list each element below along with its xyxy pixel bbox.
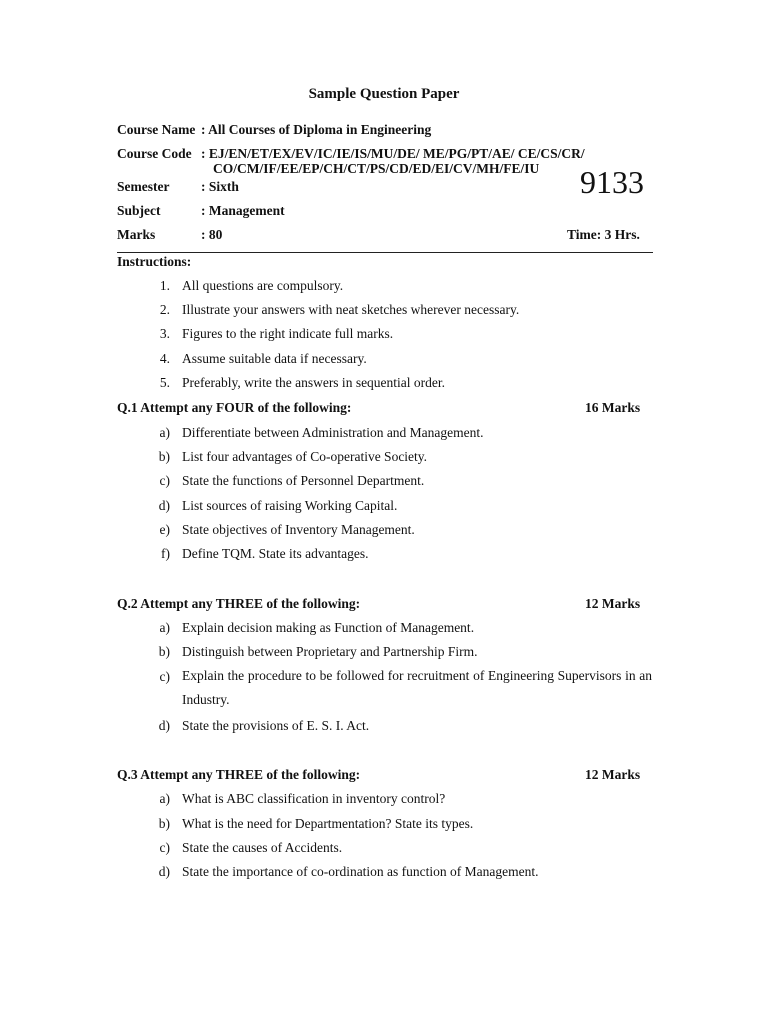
item-text: State the provisions of E. S. I. Act.	[182, 718, 370, 733]
subject-label: Subject	[117, 203, 161, 218]
item-text: All questions are compulsory.	[182, 278, 344, 293]
item-text: State the causes of Accidents.	[182, 840, 343, 855]
item-number: 1.	[159, 278, 170, 293]
semester-value: : Sixth	[201, 179, 239, 194]
course-name-label: Course Name	[117, 122, 196, 137]
question-marks: 16 Marks	[585, 400, 641, 415]
paper-code-number: 9133	[580, 164, 644, 200]
question-marks: 12 Marks	[585, 596, 641, 611]
time-allowed: Time: 3 Hrs.	[567, 227, 640, 242]
course-code-line2: CO/CM/IF/EE/EP/CH/CT/PS/CD/ED/EI/CV/MH/FE/IU	[213, 161, 540, 176]
item-text: Assume suitable data if necessary.	[182, 351, 367, 366]
item-text: Distinguish between Proprietary and Partnership Firm.	[182, 644, 478, 659]
item-text: Illustrate your answers with neat sketches wherever necessary.	[182, 302, 520, 317]
item-letter: e)	[159, 522, 170, 537]
item-letter: a)	[159, 620, 170, 635]
course-code-label: Course Code	[117, 146, 192, 161]
item-letter: b)	[158, 644, 170, 659]
item-text: Define TQM. State its advantages.	[182, 546, 369, 561]
item-number: 4.	[159, 351, 170, 366]
course-name-value: : All Courses of Diploma in Engineering	[201, 122, 432, 137]
marks-label: Marks	[117, 227, 156, 242]
subject-value: : Management	[201, 203, 285, 218]
item-text: State objectives of Inventory Management.	[182, 522, 415, 537]
item-text: List four advantages of Co-operative Society.	[182, 449, 428, 464]
item-text: List sources of raising Working Capital.	[182, 498, 398, 513]
marks-value: : 80	[201, 227, 223, 242]
item-letter: b)	[158, 816, 170, 831]
item-letter: f)	[161, 546, 170, 561]
item-text: State the functions of Personnel Department.	[182, 473, 425, 488]
item-text: Explain decision making as Function of Management.	[182, 620, 475, 635]
question-heading: Q.3 Attempt any THREE of the following:	[117, 767, 361, 782]
question-marks: 12 Marks	[585, 767, 641, 782]
item-number: 5.	[159, 375, 170, 390]
item-text: Figures to the right indicate full marks.	[182, 326, 394, 341]
page-title: Sample Question Paper	[308, 86, 460, 102]
item-number: 2.	[159, 302, 170, 317]
item-letter: c)	[159, 840, 170, 855]
item-text: What is ABC classification in inventory control?	[182, 791, 446, 806]
item-text: State the importance of co-ordination as function of Management.	[182, 864, 539, 879]
item-letter: b)	[158, 449, 170, 464]
item-text: What is the need for Departmentation? State its types.	[182, 816, 474, 831]
instructions-heading: Instructions:	[117, 254, 192, 269]
item-letter: d)	[158, 498, 170, 513]
item-letter: d)	[158, 718, 170, 733]
course-code-line1: : EJ/EN/ET/EX/EV/IC/IE/IS/MU/DE/ ME/PG/PT/AE/ CE/CS/CR/	[201, 146, 585, 161]
item-text: Explain the procedure to be followed for recruitment of Engineering Supervisors in an Industry.	[182, 668, 652, 707]
semester-label: Semester	[117, 179, 170, 194]
header-divider	[117, 252, 653, 253]
question-heading: Q.1 Attempt any FOUR of the following:	[117, 400, 352, 415]
item-letter: a)	[159, 791, 170, 806]
item-text: Preferably, write the answers in sequential order.	[182, 375, 446, 390]
item-letter: c)	[159, 669, 170, 684]
item-text: Differentiate between Administration and Management.	[182, 425, 484, 440]
item-letter: d)	[158, 864, 170, 879]
item-number: 3.	[159, 326, 170, 341]
item-letter: a)	[159, 425, 170, 440]
question-heading: Q.2 Attempt any THREE of the following:	[117, 596, 361, 611]
item-letter: c)	[159, 473, 170, 488]
